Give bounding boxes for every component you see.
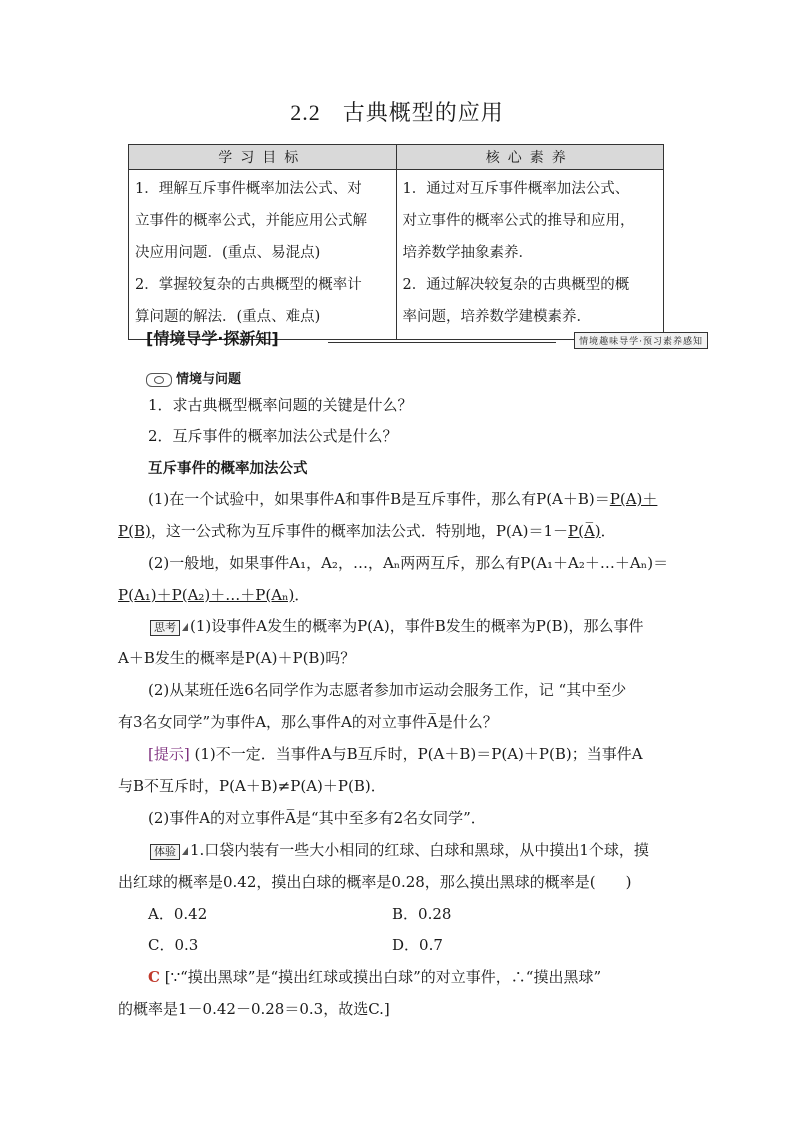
literacy-line: 对立事件的概率公式的推导和应用， — [402, 213, 635, 229]
section-title: 古典概型的应用 — [342, 101, 504, 126]
section-label: 情境与问题 — [176, 372, 242, 387]
para2-blank: P(A₁)＋P(A₂)＋…＋P(Aₙ) — [118, 586, 295, 604]
goal-line: 1．理解互斥事件概率加法公式、对 — [135, 181, 362, 197]
hint-line2: 与B不互斥时，P(A＋B)≠P(A)＋P(B)． — [118, 777, 386, 795]
think-q1-line2: A＋B发生的概率是P(A)＋P(B)吗？ — [118, 649, 356, 667]
header-learning-goals: 学习目标 — [129, 145, 397, 170]
option-b: B．0.28 — [392, 905, 452, 923]
think-q1-line1 — [150, 615, 710, 636]
question-1: 1．求古典概型概率问题的关键是什么？ — [148, 396, 413, 414]
goal-line: 2．掌握较复杂的古典概型的概率计 — [135, 277, 362, 293]
literacy-line: 2．通过解决较复杂的古典概型的概 — [402, 277, 630, 293]
exercise-text: 1.口袋内装有一些大小相同的红球、白球和黑球，从中摸出1个球，摸 — [190, 841, 649, 859]
para1-text-2: ，这一公式称为互斥事件的概率加法公式．特别地，P(A)＝1－ — [150, 522, 569, 540]
tag-triangle-icon — [182, 623, 188, 631]
goal-line: 决应用问题．(重点、易混点) — [135, 245, 321, 261]
para1-blank-3: P(A̅) — [568, 522, 601, 540]
page-title — [0, 96, 794, 127]
hint-a1-text: (1)不一定．当事件A与B互斥时，P(A＋B)＝P(A)＋P(B)；当事件A — [189, 745, 643, 763]
option-c: C．0.3 — [148, 936, 199, 954]
answer-letter: C — [148, 968, 160, 986]
hint-line1 — [118, 743, 708, 764]
question-2: 2．互斥事件的概率加法公式是什么？ — [148, 427, 398, 445]
section-banner — [128, 326, 708, 352]
exercise-line1 — [150, 839, 710, 860]
exercise-line2: 出红球的概率是0.42，摸出白球的概率是0.28，那么摸出黑球的概率是( ) — [118, 873, 632, 891]
think-q1-text: (1)设事件A发生的概率为P(A)，事件B发生的概率为P(B)，那么事件 — [190, 617, 644, 635]
solution-text: [∵“摸出黑球”是“摸出红球或摸出白球”的对立事件，∴“摸出黑球” — [159, 968, 602, 986]
para1-text: (1)在一个试验中，如果事件A和事件B是互斥事件，那么有P(A＋B)＝ — [148, 490, 610, 508]
learning-goals-cell — [129, 170, 397, 340]
banner-title: [情境导学·探新知] — [146, 329, 279, 348]
think-tag: 思考 — [150, 620, 180, 636]
solution-line2: 的概率是1－0.42－0.28＝0.3，故选C.] — [118, 1000, 390, 1018]
header-core-literacy: 核心素养 — [396, 145, 664, 170]
goal-line: 算问题的解法．(重点、难点) — [135, 309, 321, 325]
eye-icon — [146, 373, 172, 387]
option-d: D．0.7 — [392, 936, 443, 954]
para1-line2 — [118, 520, 678, 541]
hint-tag: [提示] — [148, 745, 190, 763]
para2-period: ． — [294, 586, 310, 604]
goals-table — [128, 144, 664, 340]
option-a: A．0.42 — [148, 905, 208, 923]
para2-line1: (2)一般地，如果事件A₁，A₂，…，Aₙ两两互斥，那么有P(A₁＋A₂＋…＋Aₙ)＝ — [148, 554, 669, 572]
hint-a2: (2)事件A的对立事件A̅是“其中至多有2名女同学”． — [148, 809, 486, 827]
literacy-line: 1．通过对互斥事件概率加法公式、 — [402, 181, 630, 197]
literacy-line: 培养数学抽象素养． — [402, 245, 533, 261]
para1-blank-1: P(A)＋ — [609, 490, 658, 508]
core-literacy-cell — [396, 170, 664, 340]
para1-blank-2: P(B) — [118, 522, 151, 540]
tag-triangle-icon — [182, 847, 188, 855]
para2-line2 — [118, 584, 678, 605]
banner-rule — [328, 342, 556, 343]
think-q2-line2: 有3名女同学”为事件A，那么事件A的对立事件A̅是什么？ — [118, 713, 498, 731]
section-label-row — [146, 368, 706, 387]
solution-line1 — [118, 966, 708, 987]
banner-box: 情境趣味导学·预习素养感知 — [574, 332, 708, 349]
goal-line: 立事件的概率公式，并能应用公式解 — [135, 213, 367, 229]
formula-heading: 互斥事件的概率加法公式 — [148, 461, 308, 477]
exercise-tag: 体验 — [150, 844, 180, 860]
para1-line1 — [118, 488, 708, 509]
section-number: 2.2 — [290, 100, 321, 125]
para1-period: ． — [600, 522, 616, 540]
literacy-line: 率问题，培养数学建模素养． — [402, 309, 591, 325]
think-q2-line1: (2)从某班任选6名同学作为志愿者参加市运动会服务工作，记 “其中至少 — [148, 681, 627, 699]
